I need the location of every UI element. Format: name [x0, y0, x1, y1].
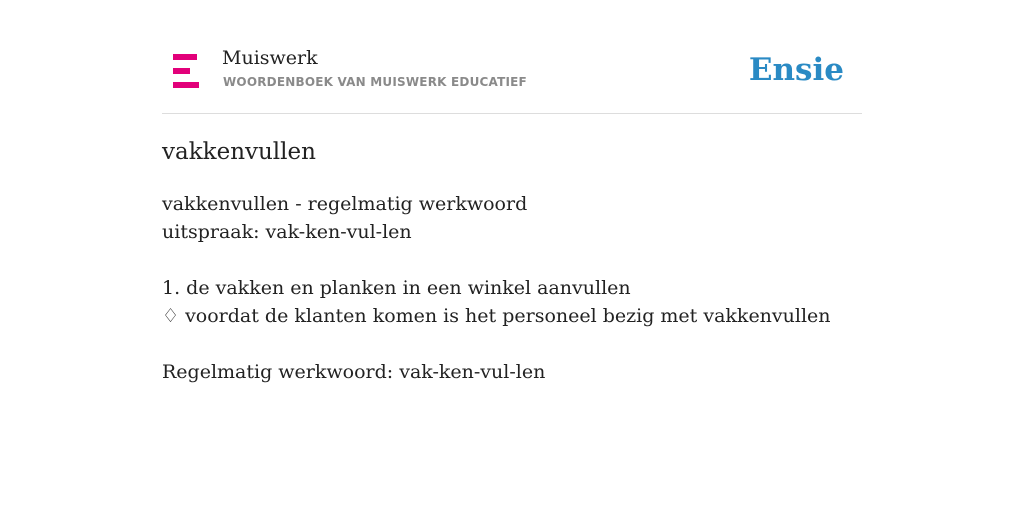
entry-title: vakkenvullen — [162, 139, 316, 165]
muiswerk-logo-icon[interactable] — [173, 54, 199, 88]
ensie-logo-link[interactable]: Ensie — [748, 52, 844, 88]
logo-bar-top — [173, 54, 197, 60]
conjugation-line: Regelmatig werkwoord: vak-ken-vul-len — [162, 361, 546, 383]
example-line: ♢ voordat de klanten komen is het personeel bezig met vakkenvullen — [162, 305, 831, 327]
word-type-line: vakkenvullen - regelmatig werkwoord — [162, 193, 528, 215]
brand-subtitle: WOORDENBOEK VAN MUISWERK EDUCATIEF — [223, 75, 527, 89]
spacer — [162, 330, 862, 358]
site-header — [162, 40, 862, 114]
pronunciation-line: uitspraak: vak-ken-vul-len — [162, 221, 412, 243]
logo-bar-bottom — [173, 82, 199, 88]
entry-body — [162, 190, 862, 386]
brand-name[interactable]: Muiswerk — [222, 47, 318, 69]
definition-line: 1. de vakken en planken in een winkel aanvullen — [162, 277, 631, 299]
logo-bar-middle — [173, 68, 190, 74]
spacer — [162, 246, 862, 274]
